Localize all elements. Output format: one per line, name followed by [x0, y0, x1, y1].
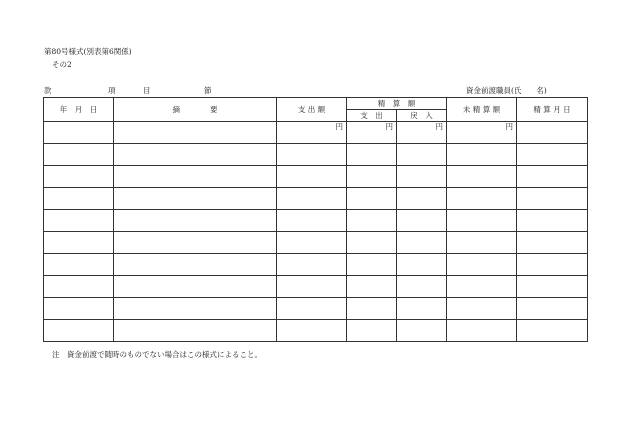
summary-cell[interactable]: [114, 188, 277, 210]
expenditure-cell[interactable]: [277, 254, 347, 276]
table-row: [44, 188, 588, 210]
settlement-date-cell[interactable]: [517, 210, 588, 232]
expenditure-cell[interactable]: [277, 320, 347, 342]
settlement-return-cell[interactable]: [397, 232, 447, 254]
date-cell[interactable]: [44, 144, 114, 166]
summary-cell[interactable]: [114, 254, 277, 276]
settlement-date-cell[interactable]: [517, 276, 588, 298]
unsettled-cell[interactable]: [447, 122, 517, 144]
table-row: [44, 320, 588, 342]
table-row: [44, 298, 588, 320]
settlement-date-cell[interactable]: [517, 166, 588, 188]
expenditure-cell[interactable]: [277, 188, 347, 210]
settlement-return-cell[interactable]: [397, 210, 447, 232]
date-cell[interactable]: [44, 210, 114, 232]
summary-cell[interactable]: [114, 122, 277, 144]
unsettled-cell[interactable]: [447, 276, 517, 298]
settlement-expenditure-cell[interactable]: [347, 210, 397, 232]
settlement-expenditure-cell[interactable]: [347, 298, 397, 320]
unsettled-cell[interactable]: [447, 166, 517, 188]
settlement-date-cell[interactable]: [517, 298, 588, 320]
date-cell[interactable]: [44, 122, 114, 144]
yen-unit: 円: [335, 122, 343, 131]
table-row: [44, 144, 588, 166]
summary-cell[interactable]: [114, 276, 277, 298]
expenditure-cell[interactable]: [277, 232, 347, 254]
date-cell[interactable]: [44, 188, 114, 210]
settlement-expenditure-cell[interactable]: [347, 144, 397, 166]
summary-cell[interactable]: [114, 232, 277, 254]
table-row: [44, 254, 588, 276]
date-cell[interactable]: [44, 276, 114, 298]
unsettled-cell[interactable]: [447, 188, 517, 210]
settlement-return-cell[interactable]: [397, 254, 447, 276]
settlement-return-cell[interactable]: [397, 166, 447, 188]
expenditure-cell[interactable]: [277, 210, 347, 232]
date-cell[interactable]: [44, 254, 114, 276]
unsettled-cell[interactable]: [447, 254, 517, 276]
header-summary: 摘 要: [114, 98, 277, 122]
settlement-date-cell[interactable]: [517, 144, 588, 166]
sub-title: その2: [52, 60, 72, 69]
settlement-expenditure-cell[interactable]: [347, 254, 397, 276]
settlement-date-cell[interactable]: [517, 122, 588, 144]
date-cell[interactable]: [44, 166, 114, 188]
settlement-return-cell[interactable]: [397, 276, 447, 298]
summary-cell[interactable]: [114, 144, 277, 166]
settlement-return-cell[interactable]: [397, 298, 447, 320]
date-cell[interactable]: [44, 320, 114, 342]
unsettled-cell[interactable]: [447, 144, 517, 166]
header-settlement: 精 算 額: [347, 98, 447, 110]
summary-cell[interactable]: [114, 320, 277, 342]
settlement-date-cell[interactable]: [517, 232, 588, 254]
setsu-label: 節: [204, 86, 212, 95]
settlement-expenditure-cell[interactable]: [347, 122, 397, 144]
form-number: 第80号様式(別表第6関係): [44, 47, 132, 56]
table-row: [44, 122, 588, 144]
table-row: [44, 210, 588, 232]
table-row: [44, 166, 588, 188]
footnote: 注 資金前渡で随時のものでない場合はこの様式によること。: [52, 350, 262, 359]
expenditure-cell[interactable]: [277, 298, 347, 320]
settlement-date-cell[interactable]: [517, 254, 588, 276]
settlement-return-cell[interactable]: [397, 144, 447, 166]
expenditure-cell[interactable]: [277, 122, 347, 144]
header-settlement-date: 精 算 月 日: [517, 98, 588, 122]
header-unsettled: 未 精 算 額: [447, 98, 517, 122]
date-cell[interactable]: [44, 298, 114, 320]
kou-label: 項: [108, 86, 116, 95]
table-row: [44, 276, 588, 298]
settlement-expenditure-cell[interactable]: [347, 276, 397, 298]
header-settlement-return: 戻 入: [397, 110, 447, 122]
settlement-date-cell[interactable]: [517, 188, 588, 210]
ledger-table: [43, 97, 588, 342]
header-expenditure: 支 出 額: [277, 98, 347, 122]
header-settlement-expenditure: 支 出: [347, 110, 397, 122]
settlement-expenditure-cell[interactable]: [347, 320, 397, 342]
settlement-return-cell[interactable]: [397, 320, 447, 342]
yen-unit: 円: [385, 122, 393, 131]
yen-unit: 円: [435, 122, 443, 131]
date-cell[interactable]: [44, 232, 114, 254]
advance-officer-name-label: 資金前渡職員(氏 名): [466, 86, 547, 95]
expenditure-cell[interactable]: [277, 166, 347, 188]
settlement-expenditure-cell[interactable]: [347, 188, 397, 210]
unsettled-cell[interactable]: [447, 232, 517, 254]
unsettled-cell[interactable]: [447, 210, 517, 232]
settlement-expenditure-cell[interactable]: [347, 232, 397, 254]
yen-unit: 円: [505, 122, 513, 131]
settlement-return-cell[interactable]: [397, 188, 447, 210]
unsettled-cell[interactable]: [447, 298, 517, 320]
header-date: 年 月 日: [44, 98, 114, 122]
kan-label: 款: [44, 86, 52, 95]
summary-cell[interactable]: [114, 166, 277, 188]
table-row: [44, 232, 588, 254]
summary-cell[interactable]: [114, 298, 277, 320]
settlement-date-cell[interactable]: [517, 320, 588, 342]
expenditure-cell[interactable]: [277, 276, 347, 298]
moku-label: 目: [143, 86, 151, 95]
unsettled-cell[interactable]: [447, 320, 517, 342]
expenditure-cell[interactable]: [277, 144, 347, 166]
summary-cell[interactable]: [114, 210, 277, 232]
settlement-expenditure-cell[interactable]: [347, 166, 397, 188]
settlement-return-cell[interactable]: [397, 122, 447, 144]
